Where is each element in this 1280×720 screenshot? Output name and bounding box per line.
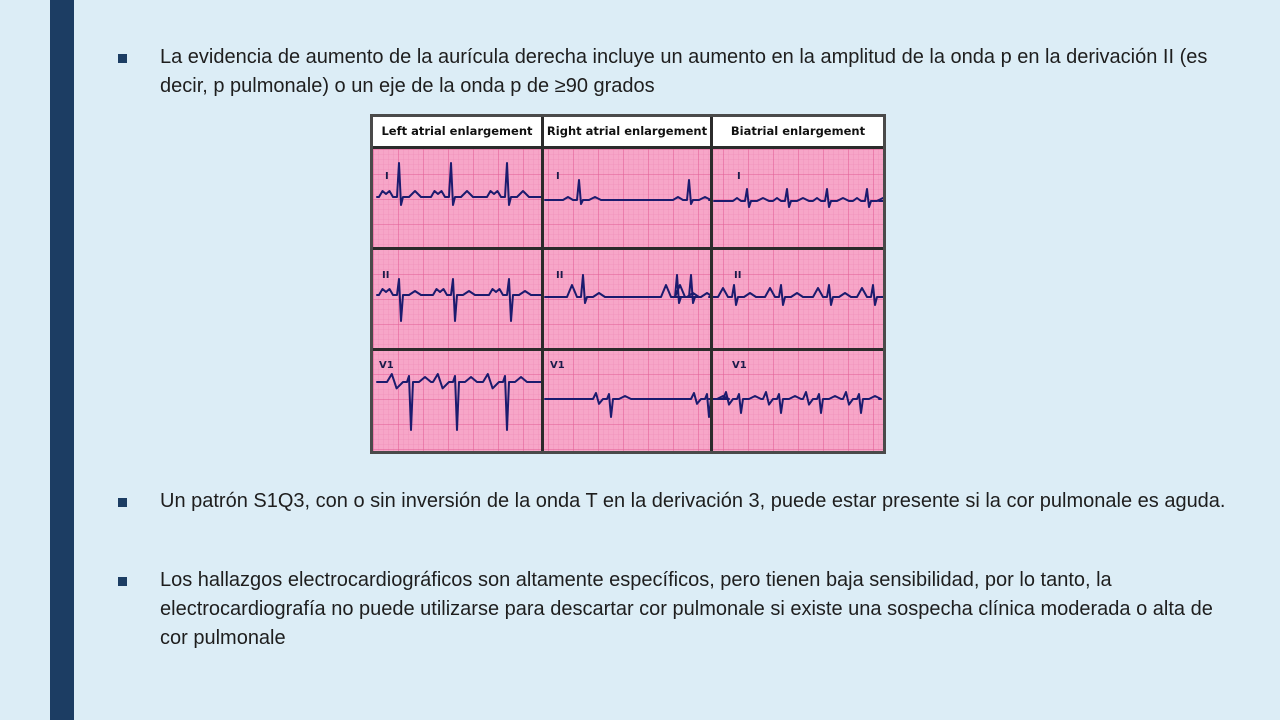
ecg-column-title-right: Right atrial enlargement bbox=[546, 124, 708, 138]
ecg-row-divider-2 bbox=[373, 348, 883, 351]
lead-label-ii-biatrial: II bbox=[734, 270, 742, 281]
ecg-row-divider-1 bbox=[373, 247, 883, 250]
ecg-comparison-figure bbox=[370, 114, 886, 454]
lead-label-v1-biatrial: V1 bbox=[732, 360, 747, 371]
square-bullet-icon bbox=[118, 577, 127, 586]
ecg-header-row bbox=[373, 117, 883, 149]
ecg-grid-area bbox=[373, 149, 883, 451]
lead-label-v1-right: V1 bbox=[550, 360, 565, 371]
square-bullet-icon bbox=[118, 498, 127, 507]
lead-label-v1-left: V1 bbox=[379, 360, 394, 371]
square-bullet-icon bbox=[118, 54, 127, 63]
bullet-text-1: La evidencia de aumento de la aurícula derecha incluye un aumento en la amplitud de la onda p en la derivación II (es decir, p pulmonale) o un eje de la onda p de ≥90 grados bbox=[160, 46, 1208, 97]
ecg-column-title-biatrial: Biatrial enlargement bbox=[730, 124, 866, 138]
lead-label-ii-left: II bbox=[382, 270, 390, 281]
lead-label-i-biatrial: I bbox=[737, 171, 741, 182]
bullet-text-3: Los hallazgos electrocardiográficos son altamente específicos, pero tienen baja sensibilidad, por lo tanto, la electrocardiografía no puede utilizarse para descartar cor pulmonale si existe una sospecha clínica moderada o alta de cor pulmonale bbox=[160, 569, 1213, 649]
bullet-text-2: Un patrón S1Q3, con o sin inversión de la onda T en la derivación 3, puede estar presente si la cor pulmonale es aguda. bbox=[160, 490, 1226, 512]
ecg-column-title-left: Left atrial enlargement bbox=[381, 124, 533, 138]
lead-label-i-left: I bbox=[385, 171, 389, 182]
left-accent-bar bbox=[50, 0, 74, 720]
lead-label-ii-right: II bbox=[556, 270, 564, 281]
ecg-column-divider-1 bbox=[541, 117, 544, 451]
ecg-column-divider-2 bbox=[710, 117, 713, 451]
lead-label-i-right: I bbox=[556, 171, 560, 182]
